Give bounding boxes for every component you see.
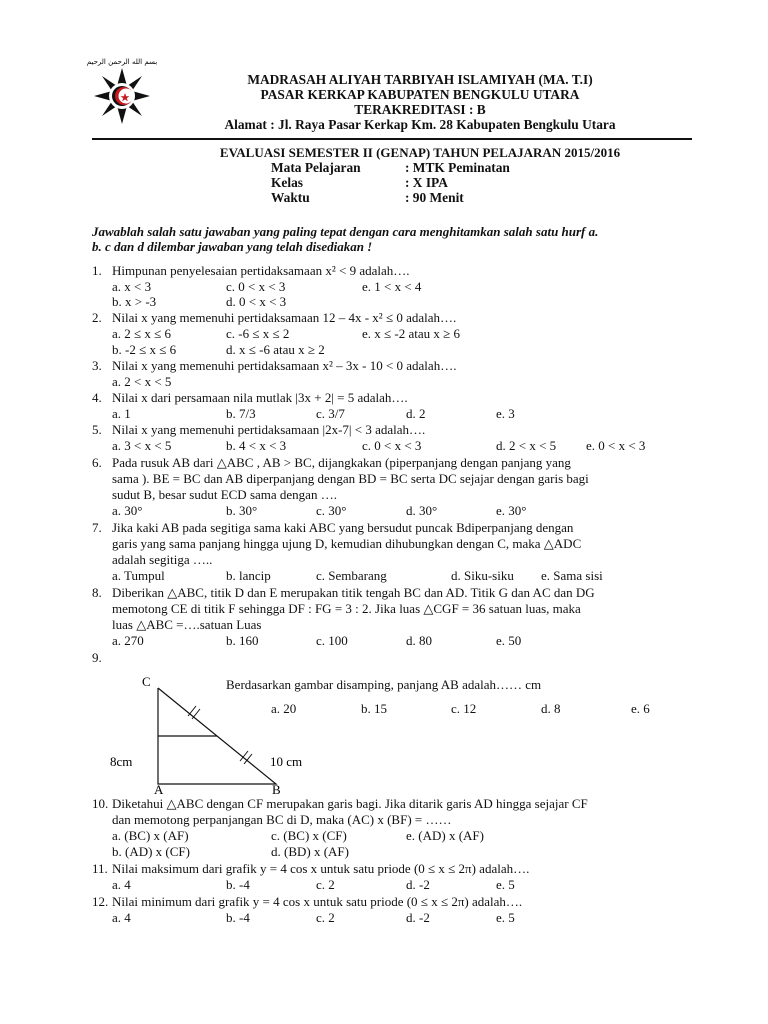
q12-option-a: a. 4 [112, 910, 131, 925]
q10-number: 10. [92, 796, 109, 811]
q8-option-c: c. 100 [316, 633, 348, 648]
q5-option-e: e. 0 < x < 3 [586, 438, 646, 453]
q12-option-b: b. -4 [226, 910, 250, 925]
school-location: PASAR KERKAP KABUPATEN BENGKULU UTARA [260, 87, 580, 102]
info-label-subject: Mata Pelajaran [271, 160, 361, 175]
q10-text-line-1: Diketahui △ABC dengan CF merupakan garis bagi. Jika ditarik garis AD hingga sejajar CF [112, 796, 588, 811]
q6-text-line-2: sama ). BE = BC dan AB diperpanjang dengan BD = BC serta DC sejajar dengan garis bagi [112, 471, 589, 486]
q6-option-d: d. 30° [406, 503, 438, 518]
q8-text-line-2: memotong CE di titik F sehingga DF : FG = 3 : 2. Jika luas △CGF = 36 satuan luas, maka [112, 601, 581, 616]
side-label-8cm: 8cm [110, 754, 133, 769]
q7-text-line-3: adalah segitiga ….. [112, 552, 213, 567]
q2-option-d: d. x ≤ -6 atau x ≥ 2 [226, 342, 325, 357]
q12-option-d: d. -2 [406, 910, 430, 925]
q9-option-b: b. 15 [361, 701, 387, 716]
q6-number: 6. [92, 455, 102, 470]
q6-option-e: e. 30° [496, 503, 527, 518]
q4-option-b: b. 7/3 [226, 406, 256, 421]
q7-number: 7. [92, 520, 102, 535]
q4-option-d: d. 2 [406, 406, 426, 421]
q8-text-line-1: Diberikan △ABC, titik D dan E merupakan titik tengah BC dan AD. Titik G dan AC dan DG [112, 585, 595, 600]
q7-option-c: c. Sembarang [316, 568, 387, 583]
q2-option-c: c. -6 ≤ x ≤ 2 [226, 326, 290, 341]
q1-option-b: b. x > -3 [112, 294, 157, 309]
q5-text: Nilai x yang memenuhi pertidaksamaan |2x-7| < 3 adalah…. [112, 422, 426, 437]
q11-text: Nilai maksimum dari grafik y = 4 cos x untuk satu priode (0 ≤ x ≤ 2π) adalah…. [112, 861, 530, 876]
q5-option-d: d. 2 < x < 5 [496, 438, 557, 453]
q11-option-d: d. -2 [406, 877, 430, 892]
info-value-time: : 90 Menit [405, 190, 464, 205]
q5-option-c: c. 0 < x < 3 [362, 438, 422, 453]
q4-option-a: a. 1 [112, 406, 131, 421]
q12-text: Nilai minimum dari grafik y = 4 cos x untuk satu priode (0 ≤ x ≤ 2π) adalah…. [112, 894, 523, 909]
q9-option-d: d. 8 [541, 701, 561, 716]
q2-option-a: a. 2 ≤ x ≤ 6 [112, 326, 172, 341]
q7-option-e: e. Sama sisi [541, 568, 603, 583]
q4-number: 4. [92, 390, 102, 405]
q10-option-d: d. (BD) x (AF) [271, 844, 349, 859]
q9-option-c: c. 12 [451, 701, 477, 716]
q1-option-d: d. 0 < x < 3 [226, 294, 287, 309]
q1-text: Himpunan penyelesaian pertidaksamaan x² < 9 adalah…. [112, 263, 410, 278]
q12-number: 12. [92, 894, 109, 909]
exam-title: EVALUASI SEMESTER II (GENAP) TAHUN PELAJARAN 2015/2016 [219, 145, 621, 160]
vertex-label-a: A [154, 782, 164, 797]
q6-text-line-3: sudut B, besar sudut ECD sama dengan …. [112, 487, 337, 502]
q6-text-line-1: Pada rusuk AB dari △ABC , AB > BC, dijangkakan (piperpanjang dengan panjang yang [112, 455, 571, 470]
q7-text-line-1: Jika kaki AB pada segitiga sama kaki ABC yang bersudut puncak Bdiperpanjang dengan [112, 520, 574, 535]
q1-number: 1. [92, 263, 102, 278]
q8-option-a: a. 270 [112, 633, 144, 648]
q12-option-e: e. 5 [496, 910, 515, 925]
q4-text: Nilai x dari persamaan nila mutlak |3x + 2| = 5 adalah…. [112, 390, 408, 405]
q11-option-a: a. 4 [112, 877, 131, 892]
accreditation: TERAKREDITASI : B [354, 102, 486, 117]
q8-text-line-3: luas △ABC =….satuan Luas [112, 617, 262, 632]
q9-number: 9. [92, 650, 102, 665]
q5-option-a: a. 3 < x < 5 [112, 438, 172, 453]
vertex-label-b: B [272, 782, 281, 797]
q6-option-a: a. 30° [112, 503, 143, 518]
q9-triangle-figure [100, 670, 320, 800]
q11-option-b: b. -4 [226, 877, 250, 892]
info-value-subject: : MTK Peminatan [405, 160, 510, 175]
q6-option-b: b. 30° [226, 503, 258, 518]
q10-option-b: b. (AD) x (CF) [112, 844, 190, 859]
header-divider [92, 138, 692, 140]
q2-text: Nilai x yang memenuhi pertidaksamaan 12 – 4x - x² ≤ 0 adalah…. [112, 310, 457, 325]
q2-option-e: e. x ≤ -2 atau x ≥ 6 [362, 326, 461, 341]
q11-option-e: e. 5 [496, 877, 515, 892]
q12-option-c: c. 2 [316, 910, 335, 925]
q7-text-line-2: garis yang sama panjang hingga ujung D, kemudian dihubungkan dengan C, maka △ADC [112, 536, 582, 551]
q1-option-a: a. x < 3 [112, 279, 152, 294]
q10-option-c: c. (BC) x (CF) [271, 828, 347, 843]
q9-option-a: a. 20 [271, 701, 297, 716]
q2-option-b: b. -2 ≤ x ≤ 6 [112, 342, 177, 357]
q11-option-c: c. 2 [316, 877, 335, 892]
q3-option-a: a. 2 < x < 5 [112, 374, 172, 389]
q6-option-c: c. 30° [316, 503, 347, 518]
q10-option-a: a. (BC) x (AF) [112, 828, 189, 843]
q9-text: Berdasarkan gambar disamping, panjang AB adalah…… cm [226, 677, 542, 692]
info-label-time: Waktu [271, 190, 310, 205]
q8-option-d: d. 80 [406, 633, 432, 648]
arabic-inscription: بسم الله الرحمن الرحيم [86, 58, 158, 66]
instruction-line-1: Jawablah salah satu jawaban yang paling tepat dengan cara menghitamkan salah satu hurf a. [92, 224, 599, 239]
q3-number: 3. [92, 358, 102, 373]
school-name: MADRASAH ALIYAH TARBIYAH ISLAMIYAH (MA. T.I) [247, 72, 593, 87]
q5-option-b: b. 4 < x < 3 [226, 438, 287, 453]
instruction-line-2: b. c dan d dilembar jawaban yang telah disediakan ! [92, 239, 373, 254]
info-label-class: Kelas [271, 175, 303, 190]
q8-option-b: b. 160 [226, 633, 259, 648]
side-label-10cm: 10 cm [270, 754, 303, 769]
q8-option-e: e. 50 [496, 633, 522, 648]
q1-option-c: c. 0 < x < 3 [226, 279, 286, 294]
q7-option-d: d. Siku-siku [451, 568, 514, 583]
q10-text-line-2: dan memotong perpanjangan BC di D, maka (AC) x (BF) = …… [112, 812, 452, 827]
info-value-class: : X IPA [405, 175, 448, 190]
q1-option-e: e. 1 < x < 4 [362, 279, 422, 294]
q8-number: 8. [92, 585, 102, 600]
vertex-label-c: C [142, 674, 151, 689]
q9-option-e: e. 6 [631, 701, 650, 716]
school-address: Alamat : Jl. Raya Pasar Kerkap Km. 28 Kabupaten Bengkulu Utara [224, 117, 616, 132]
q4-option-e: e. 3 [496, 406, 515, 421]
q4-option-c: c. 3/7 [316, 406, 345, 421]
q10-option-e: e. (AD) x (AF) [406, 828, 484, 843]
q11-number: 11. [92, 861, 108, 876]
q3-text: Nilai x yang memenuhi pertidaksamaan x² – 3x - 10 < 0 adalah…. [112, 358, 457, 373]
q7-option-a: a. Tumpul [112, 568, 165, 583]
q5-number: 5. [92, 422, 102, 437]
q2-number: 2. [92, 310, 102, 325]
q7-option-b: b. lancip [226, 568, 271, 583]
